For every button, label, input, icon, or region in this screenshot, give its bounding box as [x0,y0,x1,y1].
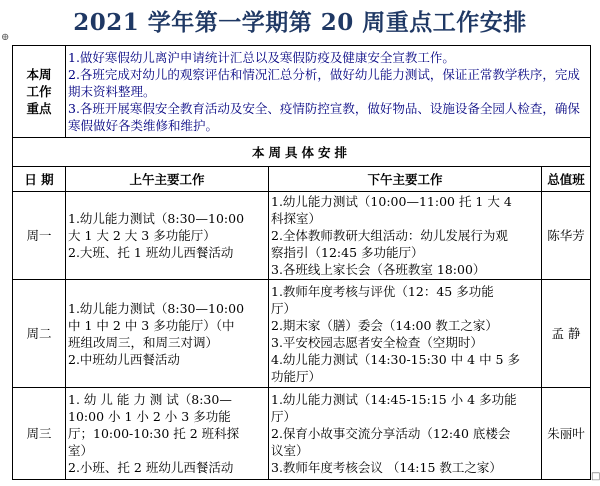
row-afternoon [269,280,542,388]
cell-line: 1.教师年度考核与评优（12：45 多功能 [271,283,494,299]
cell-line: 2.保育小故事交流分享活动（12:40 底楼会 [271,426,511,441]
row-morning [66,388,269,480]
row-morning [66,192,269,280]
row-day: 周三 [13,388,66,480]
cell-line: 2.中班幼儿西餐活动 [68,351,180,367]
table-row [13,192,591,280]
cell-line: 科探室） [271,211,322,226]
cell-line: 3.教师年度考核会议 （14:15 教工之家） [271,460,502,475]
row-morning [66,280,269,388]
cell-line: 班组改周三，和周三对调） [68,334,219,350]
cell-line: 2.小班、托 2 班幼儿西餐活动 [68,460,234,475]
row-day: 周一 [13,192,66,280]
cell-line: 1.幼儿能力测试（14:45-15:15 小 4 多功能 [271,392,517,407]
row-duty: 陈华芳 [542,192,591,280]
table-row [13,388,591,480]
cell-line: 2.大班、托 1 班幼儿西餐活动 [68,245,234,260]
header-afternoon: 下午主要工作 [269,167,542,192]
row-afternoon [269,192,542,280]
header-duty: 总值班 [542,167,591,192]
table-move-handle-icon[interactable]: ⊕ [1,32,10,43]
section-title: 本周具体安排 [13,138,591,167]
row-day: 周二 [13,280,66,388]
cell-line: 2.期末家（膳）委会（14:00 教工之家） [271,317,498,333]
focus-content [66,46,591,138]
cell-line: 3.平安校园志愿者安全检查（空期时） [271,334,483,350]
focus-label-text: 本周 工作 重点 [26,67,52,116]
focus-item-2: 2.各班完成对幼儿的观察评估和情况汇总分析，做好幼儿能力测试，保证正常教学秩序，完成期末资料整理。 [68,67,580,99]
cell-line: 1.幼儿能力测试（10:00—11:00 托 1 大 4 [271,194,512,209]
cell-line: 2.全体教师教研大组活动：幼儿发展行为观 [271,228,508,243]
header-morning: 上午主要工作 [66,167,269,192]
cell-line: 1. 幼 儿 能 力 测 试（8:30— [68,392,232,407]
header-day: 日 期 [13,167,66,192]
cell-line: 大 1 大 2 大 3 多功能厅） [68,228,216,243]
table-resize-handle-icon[interactable]: □ [591,471,600,482]
cell-line: 功能厅） [271,368,322,384]
cell-line: 察指引（12:45 多功能厅） [271,245,424,260]
cell-line: 室） [68,443,94,458]
header-row [13,167,591,192]
cell-line: 10:00 小 1 小 2 小 3 多功能 [68,409,231,424]
section-title-row [13,138,591,167]
cell-line: 1.幼儿能力测试（8:30—10:00 [68,211,245,226]
focus-item-1: 1.做好寒假幼儿离沪申请统计汇总以及寒假防疫及健康安全宣教工作。 [68,50,455,65]
page-title: 2021 学年第一学期第 20 周重点工作安排 [73,9,527,36]
cell-line: 议室） [271,443,309,458]
row-duty: 朱丽叶 [542,388,591,480]
cell-line: 厅；10:00-10:30 托 2 班科探 [68,426,240,441]
cell-line: 厅） [271,409,297,424]
cell-line: 3.各班线上家长会（各班教室 18:00） [271,262,486,277]
focus-item-3: 3.各班开展寒假安全教育活动及安全、疫情防控宣教，做好物品、设施设备全园人检查，确保寒假做好各类维修和维护。 [68,101,580,133]
cell-line: 厅） [271,300,297,316]
cell-line: 4.幼儿能力测试（14:30-15:30 中 4 中 5 多 [271,351,520,367]
cell-line: 中 1 中 2 中 3 多功能厅）（中 [68,317,235,333]
focus-row [13,46,591,138]
row-afternoon [269,388,542,480]
row-duty: 孟 静 [542,280,591,388]
focus-label [13,46,66,138]
cell-line: 1.幼儿能力测试（8:30—10:00 [68,300,245,316]
schedule-table [12,45,591,480]
table-row [13,280,591,388]
